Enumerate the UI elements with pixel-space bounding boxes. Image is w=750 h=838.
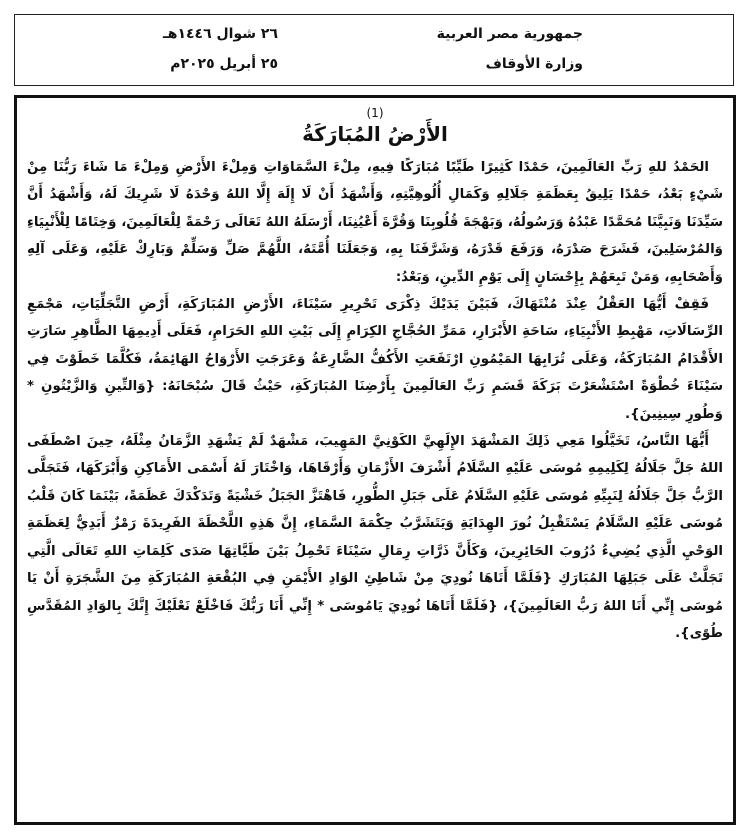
paragraph-mount-tur: أَيُّهَا النَّاسُ، تَخَيَّلُوا مَعِي ذَلِكَ المَشْهَدَ الإِلَهِيَّ الكَوْنِيَّ المَهِيبَ، مَشْهَدٌ لَمْ يَشْهَدِ الزَّمَانُ مِثْلَهُ، حِينَ اصْطَفَى اللهُ جَلَّ جَلَالُهُ لِكَلِيمِهِ مُوسَى عَلَيْهِ السَّلَامُ أَشْرَفَ الأَزْمَانِ وَأَرْقَاهَا، وَاخْتَارَ لَهُ أَسْمَى الأَمَاكِنِ وَأَبْرَكَهَا، فَتَجَلَّى الرَّبُّ جَلَّ جَلَالُهُ لِنَبِيِّهِ مُوسَى عَلَيْهِ السَّلَامُ عَلَى جَبَلِ الطُّورِ، فَاهْتَزَّ الجَبَلُ خَشْيَةً وَتَدَكْدَكَ عَظَمَةً، بَيْنَمَا كَانَ قَلْبُ مُوسَى عَلَيْهِ السَّلَامُ يَسْتَقْبِلُ نُورَ الهِدَايَةِ وَيَتَشَرَّبُ حِكْمَةَ السَّمَاءِ، إِنَّ هَذِهِ اللَّحْظَةَ الفَرِيدَةَ رَمْزٌ أَبَدِيٌّ لِعَظَمَةِ الوَحْيِ الَّذِي يُضِيءُ دُرُوبَ الحَائِرِينَ، وَكَأَنَّ ذَرَّاتِ رِمَالِ سَيْنَاءَ تَحْمِلُ بَيْنَ طَيَّاتِهَا صَدَى كَلِمَاتِ اللهِ تَعَالَى الَّتِي تَجَلَّتْ عَلَى جَبَلِهَا المُبَارَكِ {فَلَمَّا أَتَاهَا نُودِيَ مِنْ شَاطِئِ الوَادِ الأَيْمَنِ فِي البُقْعَةِ المُبَارَكَةِ مِنَ الشَّجَرَةِ أَنْ يَا مُوسَى إِنِّي أَنَا اللهُ رَبُّ العَالَمِينَ}، {فَلَمَّا أَتَاهَا نُودِيَ يَامُوسَى * إِنِّي أَنَا رَبُّكَ فَاخْلَعْ نَعْلَيْكَ إِنَّكَ بِالوَادِ المُقَدَّسِ طُوًى}. bbox=[27, 434, 723, 641]
sermon-text bbox=[27, 154, 723, 647]
footnote-marker: (1) bbox=[366, 106, 384, 120]
paragraph-opening: الحَمْدُ للهِ رَبِّ العَالَمِينَ، حَمْدًا كَثِيرًا طَيِّبًا مُبَارَكًا فِيهِ، مِلْءَ السَّمَاوَاتِ وَمِلْءَ الأَرْضِ وَمِلْءَ مَا شَاءَ رَبُّنَا مِنْ شَيْءٍ بَعْدُ، حَمْدًا يَلِيقُ بِعَظَمَةِ جَلَالِهِ وَكَمَالِ أُلُوهِيَّتِهِ، وَأَشْهَدُ أَنْ لَا إِلَهَ إِلَّا اللهُ وَحْدَهُ لَا شَرِيكَ لَهُ، وَأَشْهَدُ أَنَّ سَيِّدَنَا وَنَبِيَّنَا مُحَمَّدًا عَبْدُهُ وَرَسُولُهُ، وَبَهْجَةَ قُلُوبِنَا وَقُرَّةَ أَعْيُنِنَا، أَرْسَلَهُ اللهُ تَعَالَى رَحْمَةً لِلْعَالَمِينَ، وَخِتَامًا لِلْأَنْبِيَاءِ وَالمُرْسَلِينَ، فَشَرَحَ صَدْرَهُ، وَرَفَعَ قَدْرَهُ، وَشَرَّفَنَا بِهِ، وَجَعَلَنَا أُمَّتَهُ، اللَّهُمَّ صَلِّ وَسَلِّمْ وَبَارِكْ عَلَيْهِ، وَعَلَى آلِهِ وَأَصْحَابِهِ، وَمَنْ تَبِعَهُمْ بِإِحْسَانٍ إِلَى يَوْمِ الدِّينِ، وَبَعْدُ: bbox=[27, 160, 723, 285]
country-name: جمهورية مصر العربية bbox=[436, 26, 583, 42]
gregorian-date: ٢٥ أبريل ٢٠٢٥م bbox=[170, 56, 278, 72]
document-header bbox=[14, 14, 734, 86]
hijri-date: ٢٦ شوال ١٤٤٦هـ bbox=[162, 26, 278, 42]
sermon-title: الأَرْضُ المُبَارَكَةُ bbox=[302, 122, 448, 146]
ministry-name: وزارة الأوقاف bbox=[485, 56, 583, 72]
paragraph-sinai: فَقِفْ أَيُّهَا العَقْلُ عِنْدَ مُنْتَهَاكَ، فَبَيْنَ يَدَيْكَ ذِكْرَى تَحْرِيرِ سَيْنَاءَ، الأَرْضِ المُبَارَكَةِ، أَرْضِ التَّجَلِّيَاتِ، مَجْمَعِ الرِّسَالَاتِ، مَهْبِطِ الأَنْبِيَاءِ، سَاحَةِ الأَبْرَارِ، مَمَرِّ الحُجَّاجِ الكِرَامِ إِلَى بَيْتِ اللهِ الحَرَامِ، فَعَلَى أَدِيمِهَا الطَّاهِرِ سَارَتِ الأَقْدَامُ المُبَارَكَةُ، وَعَلَى تُرَابِهَا المَيْمُونِ ارْتَفَعَتِ الأَكُفُّ الضَّارِعَةُ وَعَرَجَتِ الأَرْوَاحُ الهَائِمَةُ، فَكُلَّمَا خَطَوْتَ فِي سَيْنَاءَ خُطْوَةً اسْتَشْعَرْتَ بَرَكَةَ قَسَمِ رَبِّ العَالَمِينَ بِأَرْضِنَا المُبَارَكَةِ، حَيْثُ قَالَ سُبْحَانَهُ: {وَالتِّينِ وَالزَّيْتُونِ * وَطُورِ سِينِينَ}. bbox=[27, 297, 723, 422]
sermon-body-frame bbox=[14, 95, 736, 825]
